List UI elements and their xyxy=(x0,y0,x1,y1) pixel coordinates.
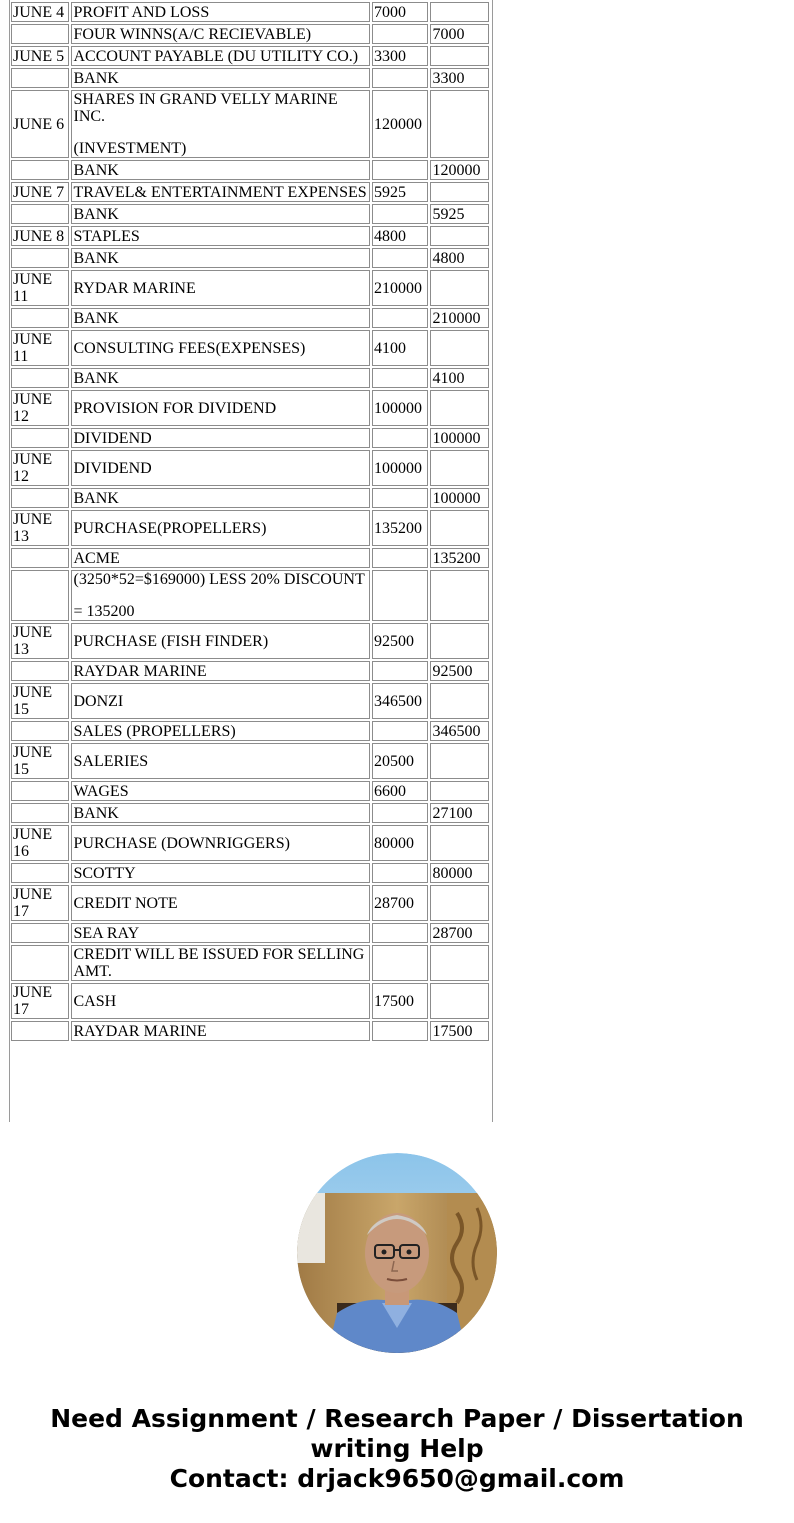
table-row xyxy=(11,683,489,719)
debit-cell: 210000 xyxy=(372,270,428,306)
author-photo xyxy=(297,1153,497,1353)
table-row xyxy=(11,743,489,779)
account-cell: RAYDAR MARINE xyxy=(71,661,370,681)
debit-cell: 100000 xyxy=(372,390,428,426)
date-cell: JUNE 11 xyxy=(11,270,69,306)
date-cell: JUNE 12 xyxy=(11,390,69,426)
account-cell: PROFIT AND LOSS xyxy=(71,2,370,22)
date-cell: JUNE 5 xyxy=(11,46,69,66)
credit-cell: 100000 xyxy=(430,428,489,448)
account-cell: BANK xyxy=(71,204,370,224)
debit-cell xyxy=(372,570,428,621)
credit-cell: 135200 xyxy=(430,548,489,568)
table-row xyxy=(11,270,489,306)
debit-cell: 3300 xyxy=(372,46,428,66)
credit-cell xyxy=(430,330,489,366)
date-cell xyxy=(11,308,69,328)
debit-cell: 17500 xyxy=(372,983,428,1019)
debit-cell: 6600 xyxy=(372,781,428,801)
account-cell: DIVIDEND xyxy=(71,428,370,448)
debit-cell xyxy=(372,945,428,981)
credit-cell xyxy=(430,450,489,486)
table-row xyxy=(11,368,489,388)
account-cell: SALES (PROPELLERS) xyxy=(71,721,370,741)
debit-cell: 346500 xyxy=(372,683,428,719)
account-cell: CASH xyxy=(71,983,370,1019)
table-row xyxy=(11,450,489,486)
debit-cell xyxy=(372,204,428,224)
credit-cell xyxy=(430,390,489,426)
date-cell xyxy=(11,923,69,943)
account-cell: RAYDAR MARINE xyxy=(71,1021,370,1041)
credit-cell: 17500 xyxy=(430,1021,489,1041)
date-cell: JUNE 17 xyxy=(11,983,69,1019)
date-cell: JUNE 6 xyxy=(11,90,69,158)
date-cell xyxy=(11,661,69,681)
account-cell: BANK xyxy=(71,368,370,388)
date-cell xyxy=(11,68,69,88)
table-row xyxy=(11,90,489,158)
credit-cell: 210000 xyxy=(430,308,489,328)
date-cell xyxy=(11,945,69,981)
account-cell: SCOTTY xyxy=(71,863,370,883)
table-row xyxy=(11,570,489,621)
table-row xyxy=(11,548,489,568)
table-row xyxy=(11,24,489,44)
credit-cell xyxy=(430,182,489,202)
credit-cell: 100000 xyxy=(430,488,489,508)
table-row xyxy=(11,945,489,981)
debit-cell xyxy=(372,863,428,883)
debit-cell: 20500 xyxy=(372,743,428,779)
portrait-image xyxy=(297,1153,497,1353)
account-cell: PURCHASE(PROPELLERS) xyxy=(71,510,370,546)
debit-cell: 28700 xyxy=(372,885,428,921)
credit-cell xyxy=(430,2,489,22)
credit-cell: 346500 xyxy=(430,721,489,741)
account-cell: DIVIDEND xyxy=(71,450,370,486)
account-cell: BANK xyxy=(71,488,370,508)
table-row xyxy=(11,68,489,88)
debit-cell xyxy=(372,721,428,741)
debit-cell: 5925 xyxy=(372,182,428,202)
credit-cell xyxy=(430,683,489,719)
account-cell xyxy=(71,90,370,158)
date-cell xyxy=(11,428,69,448)
credit-cell xyxy=(430,90,489,158)
table-row xyxy=(11,885,489,921)
account-cell: FOUR WINNS(A/C RECIEVABLE) xyxy=(71,24,370,44)
date-cell: JUNE 8 xyxy=(11,226,69,246)
table-row xyxy=(11,226,489,246)
date-cell xyxy=(11,488,69,508)
account-cell xyxy=(71,570,370,621)
date-cell xyxy=(11,204,69,224)
journal-body xyxy=(11,2,489,1041)
date-cell: JUNE 13 xyxy=(11,510,69,546)
credit-cell: 4100 xyxy=(430,368,489,388)
account-cell: RYDAR MARINE xyxy=(71,270,370,306)
account-cell: CREDIT WILL BE ISSUED FOR SELLING AMT. xyxy=(71,945,370,981)
table-row xyxy=(11,781,489,801)
table-row xyxy=(11,204,489,224)
debit-cell: 100000 xyxy=(372,450,428,486)
debit-cell xyxy=(372,923,428,943)
credit-cell xyxy=(430,510,489,546)
table-row xyxy=(11,46,489,66)
date-cell: JUNE 7 xyxy=(11,182,69,202)
table-row xyxy=(11,330,489,366)
debit-cell: 7000 xyxy=(372,2,428,22)
debit-cell: 4800 xyxy=(372,226,428,246)
date-cell: JUNE 12 xyxy=(11,450,69,486)
table-row xyxy=(11,160,489,180)
debit-cell xyxy=(372,428,428,448)
table-row xyxy=(11,623,489,659)
debit-cell xyxy=(372,24,428,44)
table-row xyxy=(11,923,489,943)
table-row xyxy=(11,182,489,202)
date-cell xyxy=(11,781,69,801)
account-line: (3250*52=$169000) LESS 20% DISCOUNT xyxy=(73,571,365,588)
date-cell xyxy=(11,160,69,180)
credit-cell xyxy=(430,885,489,921)
credit-cell: 27100 xyxy=(430,803,489,823)
date-cell: JUNE 11 xyxy=(11,330,69,366)
account-cell: BANK xyxy=(71,803,370,823)
date-cell xyxy=(11,24,69,44)
debit-cell xyxy=(372,68,428,88)
table-row xyxy=(11,2,489,22)
credit-cell: 80000 xyxy=(430,863,489,883)
debit-cell: 120000 xyxy=(372,90,428,158)
date-cell xyxy=(11,863,69,883)
debit-cell xyxy=(372,661,428,681)
journal-entries-table xyxy=(9,0,491,1043)
debit-cell xyxy=(372,308,428,328)
table-row xyxy=(11,510,489,546)
account-cell: CONSULTING FEES(EXPENSES) xyxy=(71,330,370,366)
account-cell: PURCHASE (DOWNRIGGERS) xyxy=(71,825,370,861)
credit-cell: 3300 xyxy=(430,68,489,88)
credit-cell: 7000 xyxy=(430,24,489,44)
banner-line: Need Assignment / Research Paper / Dissertation xyxy=(50,1404,744,1433)
date-cell xyxy=(11,721,69,741)
debit-cell: 92500 xyxy=(372,623,428,659)
account-cell: ACCOUNT PAYABLE (DU UTILITY CO.) xyxy=(71,46,370,66)
help-contact-banner xyxy=(0,1404,794,1494)
account-line: SHARES IN GRAND VELLY MARINE INC. xyxy=(73,91,338,125)
credit-cell xyxy=(430,226,489,246)
table-row xyxy=(11,428,489,448)
credit-cell xyxy=(430,743,489,779)
account-cell: CREDIT NOTE xyxy=(71,885,370,921)
account-cell: BANK xyxy=(71,248,370,268)
table-row xyxy=(11,825,489,861)
credit-cell xyxy=(430,983,489,1019)
debit-cell xyxy=(372,160,428,180)
credit-cell xyxy=(430,781,489,801)
account-cell: PURCHASE (FISH FINDER) xyxy=(71,623,370,659)
credit-cell xyxy=(430,825,489,861)
debit-cell xyxy=(372,548,428,568)
credit-cell: 92500 xyxy=(430,661,489,681)
credit-cell xyxy=(430,623,489,659)
account-line: (INVESTMENT) xyxy=(73,140,187,157)
line-gap xyxy=(73,588,368,603)
date-cell xyxy=(11,248,69,268)
banner-line: writing Help xyxy=(310,1434,484,1463)
debit-cell: 4100 xyxy=(372,330,428,366)
account-cell: STAPLES xyxy=(71,226,370,246)
debit-cell xyxy=(372,803,428,823)
table-row xyxy=(11,390,489,426)
credit-cell: 28700 xyxy=(430,923,489,943)
date-cell xyxy=(11,803,69,823)
account-cell: BANK xyxy=(71,160,370,180)
credit-cell: 4800 xyxy=(430,248,489,268)
account-cell: SALERIES xyxy=(71,743,370,779)
debit-cell: 135200 xyxy=(372,510,428,546)
line-gap xyxy=(73,125,368,140)
date-cell xyxy=(11,548,69,568)
credit-cell xyxy=(430,945,489,981)
date-cell xyxy=(11,368,69,388)
date-cell: JUNE 15 xyxy=(11,683,69,719)
contact-email[interactable]: Contact: drjack9650@gmail.com xyxy=(169,1464,625,1493)
account-cell: SEA RAY xyxy=(71,923,370,943)
date-cell: JUNE 15 xyxy=(11,743,69,779)
date-cell: JUNE 4 xyxy=(11,2,69,22)
journal-entries-viewport[interactable] xyxy=(9,0,493,1122)
account-cell: ACME xyxy=(71,548,370,568)
date-cell xyxy=(11,1021,69,1041)
account-cell: BANK xyxy=(71,68,370,88)
date-cell: JUNE 13 xyxy=(11,623,69,659)
table-row xyxy=(11,1021,489,1041)
account-cell: BANK xyxy=(71,308,370,328)
account-line: = 135200 xyxy=(73,603,135,620)
debit-cell xyxy=(372,488,428,508)
debit-cell: 80000 xyxy=(372,825,428,861)
credit-cell: 5925 xyxy=(430,204,489,224)
date-cell: JUNE 16 xyxy=(11,825,69,861)
table-row xyxy=(11,721,489,741)
account-cell: TRAVEL& ENTERTAINMENT EXPENSES xyxy=(71,182,370,202)
account-cell: DONZI xyxy=(71,683,370,719)
debit-cell xyxy=(372,1021,428,1041)
account-cell: WAGES xyxy=(71,781,370,801)
table-row xyxy=(11,248,489,268)
date-cell xyxy=(11,570,69,621)
table-row xyxy=(11,661,489,681)
table-row xyxy=(11,488,489,508)
account-cell: PROVISION FOR DIVIDEND xyxy=(71,390,370,426)
credit-cell: 120000 xyxy=(430,160,489,180)
table-row xyxy=(11,863,489,883)
table-row xyxy=(11,803,489,823)
table-row xyxy=(11,983,489,1019)
credit-cell xyxy=(430,570,489,621)
credit-cell xyxy=(430,46,489,66)
table-row xyxy=(11,308,489,328)
date-cell: JUNE 17 xyxy=(11,885,69,921)
credit-cell xyxy=(430,270,489,306)
debit-cell xyxy=(372,368,428,388)
debit-cell xyxy=(372,248,428,268)
